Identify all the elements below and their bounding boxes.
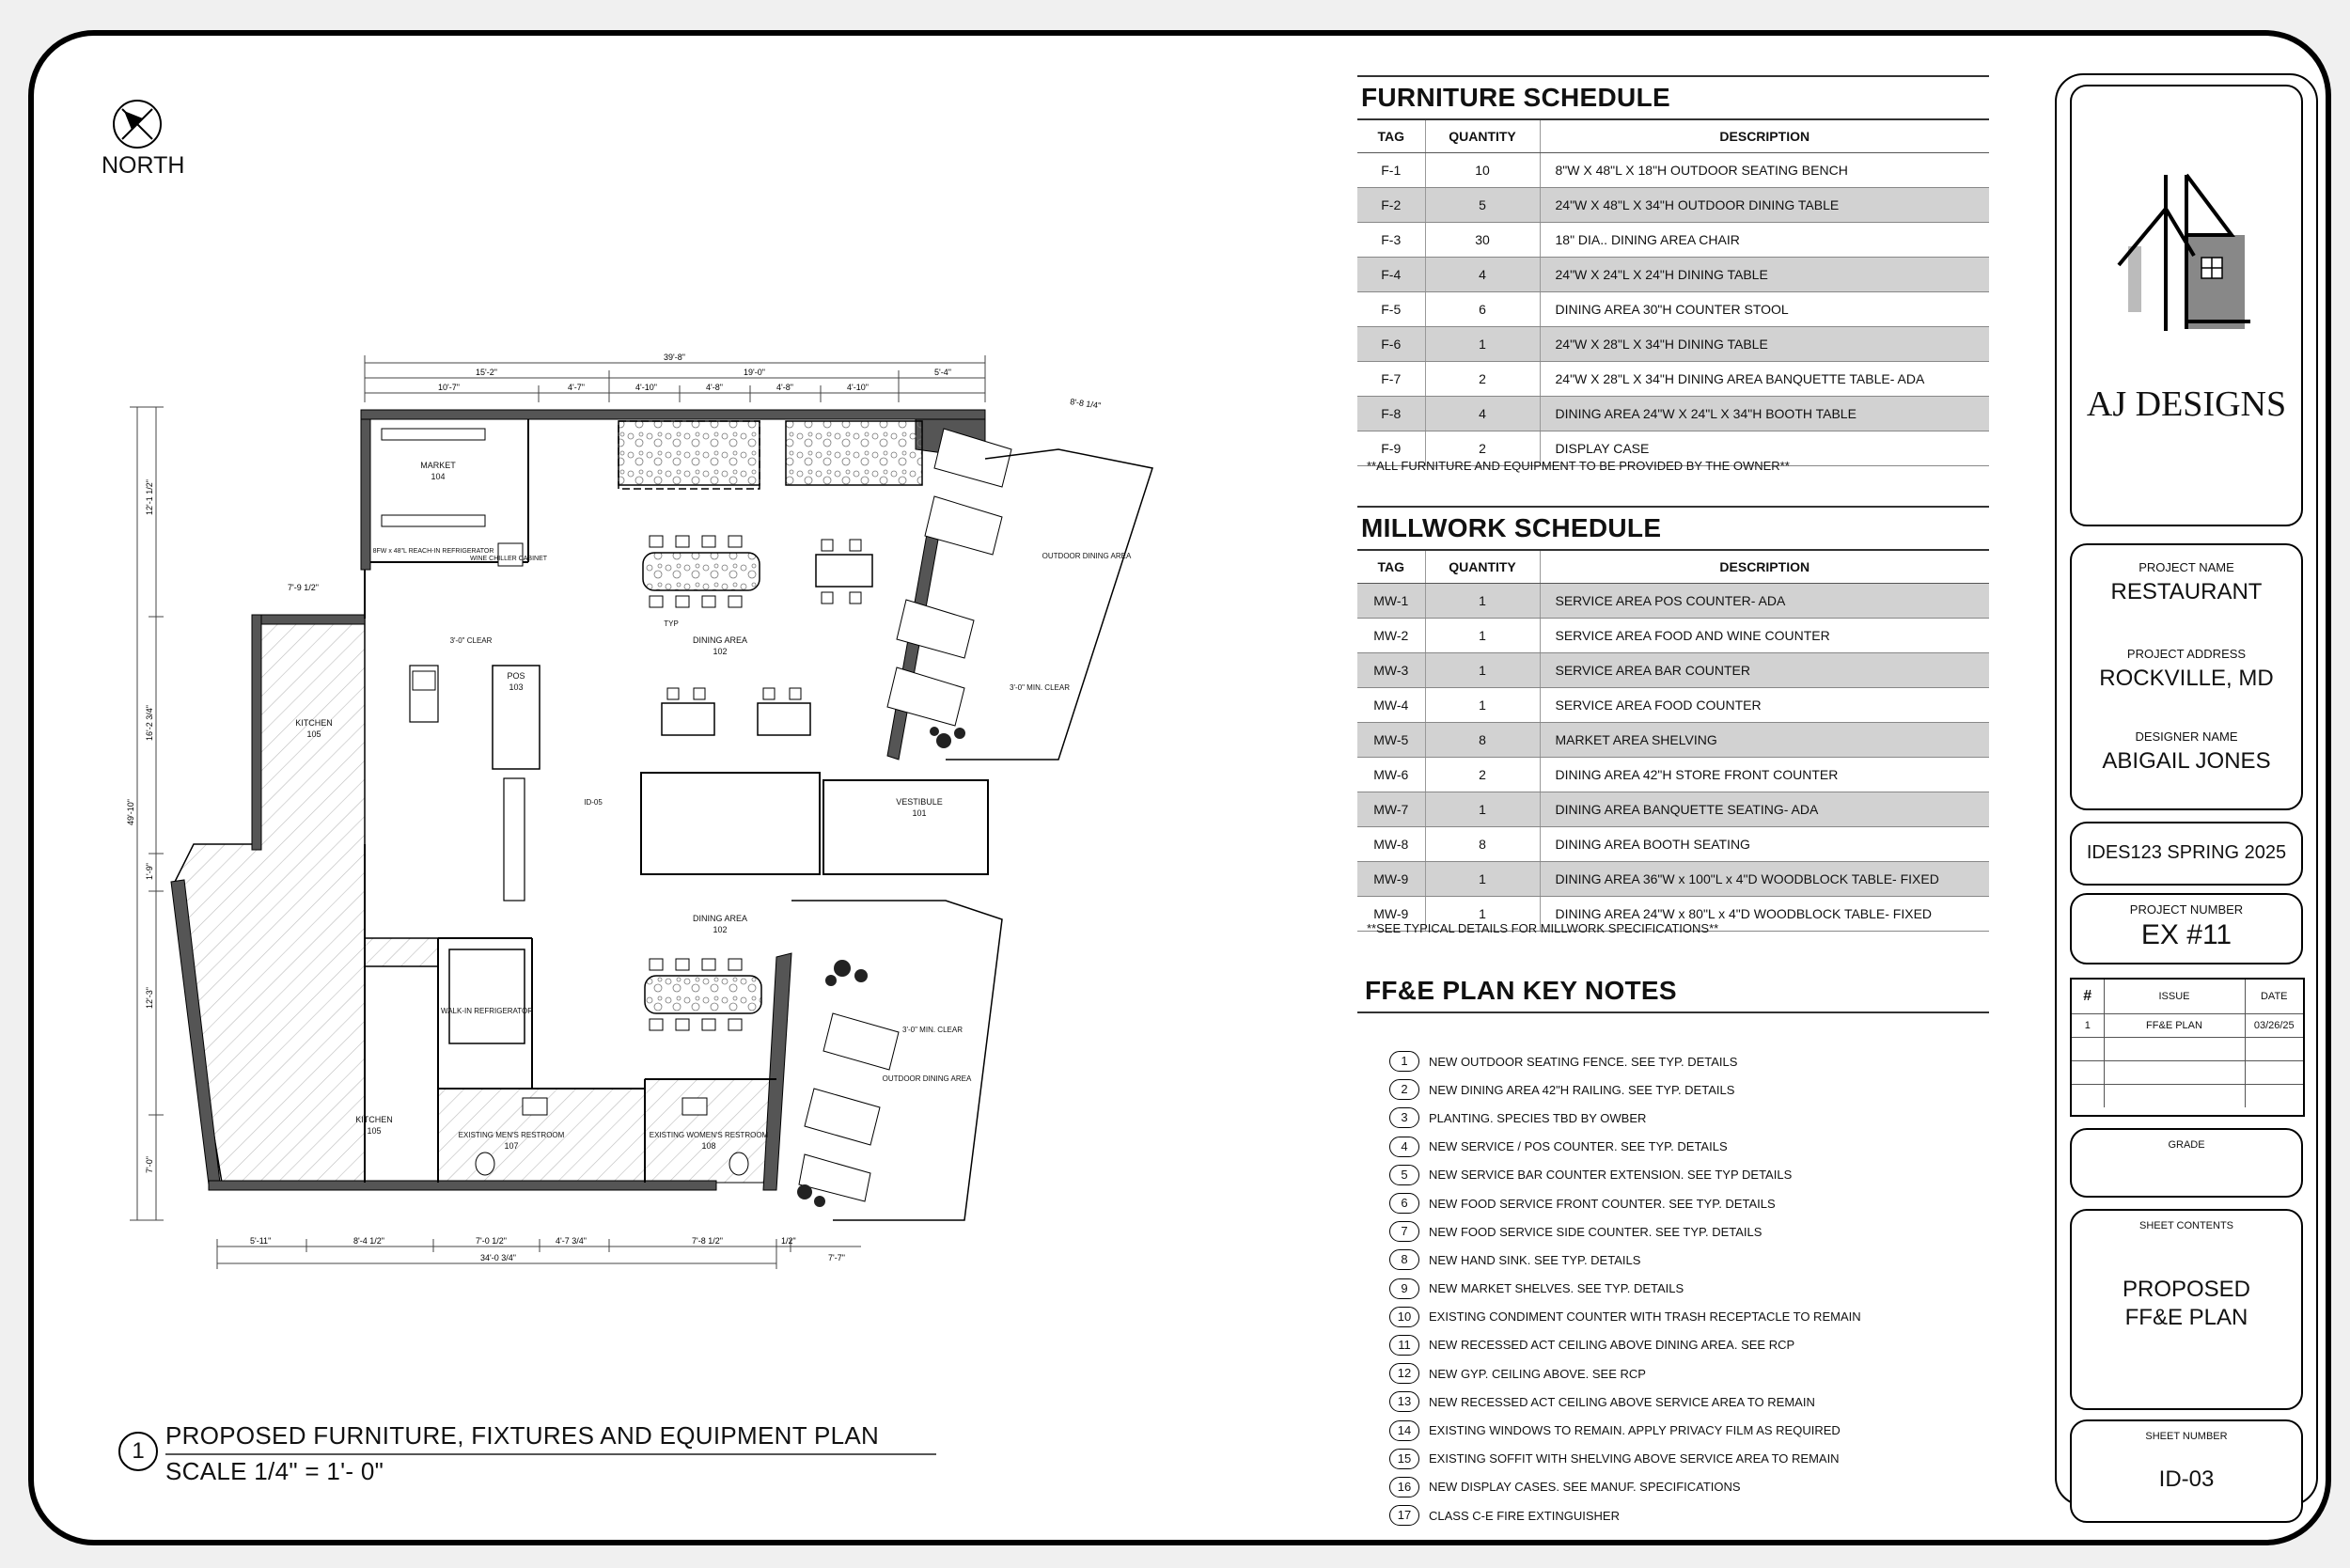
cell-description: DISPLAY CASE [1540, 431, 1989, 466]
key-note-number: 12 [1389, 1363, 1419, 1384]
dim-top-0: 39'-8" [664, 353, 685, 362]
list-item [1389, 1303, 1991, 1331]
cell-description: DINING AREA BANQUETTE SEATING- ADA [1540, 792, 1989, 827]
table-row [1357, 723, 1989, 758]
millwork-schedule-title: MILLWORK SCHEDULE [1361, 513, 1662, 542]
label-clear-b: 3'-0" MIN. CLEAR [1010, 683, 1070, 692]
millwork-schedule-top-rule [1357, 506, 1989, 508]
cell-tag: MW-3 [1357, 653, 1425, 688]
key-note-number: 17 [1389, 1505, 1419, 1526]
key-note-number: 13 [1389, 1391, 1419, 1412]
dim-top-9: 4'-10" [847, 383, 869, 392]
label-kitchen-b-no: 105 [367, 1126, 382, 1136]
cell-description: SERVICE AREA POS COUNTER- ADA [1540, 584, 1989, 619]
cell-description: SERVICE AREA BAR COUNTER [1540, 653, 1989, 688]
drawing-title-rule [165, 1453, 936, 1455]
list-item [1389, 1388, 1991, 1416]
label-dining-b-no: 102 [713, 925, 728, 934]
cell-quantity: 1 [1425, 792, 1540, 827]
project-info-panel [2070, 543, 2303, 810]
grade-panel [2070, 1128, 2303, 1198]
cell-description: DINING AREA 24"W x 80"L x 4"D WOODBLOCK TABLE- FIXED [1540, 897, 1989, 932]
millwork-schedule-header [1357, 551, 1989, 584]
key-note-text: NEW HAND SINK. SEE TYP. DETAILS [1429, 1252, 1641, 1267]
chairs [650, 536, 861, 1030]
key-note-number: 9 [1389, 1278, 1419, 1299]
cell-quantity: 1 [1425, 619, 1540, 653]
grade-label: GRADE [2168, 1139, 2205, 1151]
label-vestibule-no: 101 [912, 808, 927, 818]
dim-left-5: 49'-10" [126, 799, 135, 825]
issue-table-panel [2070, 978, 2305, 1117]
cell-quantity: 4 [1425, 258, 1540, 292]
cell-quantity: 1 [1425, 327, 1540, 362]
sheet-contents-label: SHEET CONTENTS [2138, 1220, 2234, 1231]
key-note-number: 11 [1389, 1335, 1419, 1356]
kitchen-area [175, 619, 438, 1183]
key-note-text: NEW SERVICE BAR COUNTER EXTENSION. SEE TYP DETAILS [1429, 1168, 1793, 1183]
dim-top-3: 5'-4" [934, 368, 951, 377]
dim-top-1: 15'-2" [476, 368, 497, 377]
cell-description: SERVICE AREA FOOD COUNTER [1540, 688, 1989, 723]
drawing-number: 1 [118, 1432, 158, 1471]
cell-description: DINING AREA 24"W X 24"L X 34"H BOOTH TABLE [1540, 397, 1989, 431]
furniture-schedule-header [1357, 120, 1989, 153]
sheet-number: ID-03 [2158, 1466, 2215, 1492]
key-note-number: 5 [1389, 1165, 1419, 1185]
key-note-number: 3 [1389, 1107, 1419, 1128]
dim-left-0: 12'-1 1/2" [145, 479, 154, 515]
course-label: IDES123 SPRING 2025 [2086, 842, 2287, 863]
furniture-schedule-title: FURNITURE SCHEDULE [1361, 83, 1670, 112]
key-note-text: NEW GYP. CEILING ABOVE. SEE RCP [1429, 1366, 1646, 1381]
table-row [1357, 327, 1989, 362]
dim-left-1: 16'-2 3/4" [145, 705, 154, 741]
cell-tag: MW-5 [1357, 723, 1425, 758]
key-note-number: 8 [1389, 1249, 1419, 1270]
key-note-number: 6 [1389, 1193, 1419, 1214]
table-row [2072, 1038, 2303, 1061]
list-item [1389, 1445, 1991, 1473]
cell-tag: F-8 [1357, 397, 1425, 431]
furniture-schedule-top-rule [1357, 75, 1989, 77]
table-row [1357, 653, 1989, 688]
key-note-text: NEW SERVICE / POS COUNTER. SEE TYP. DETAILS [1429, 1139, 1728, 1154]
vestibule-room [823, 780, 988, 874]
key-note-text: EXISTING WINDOWS TO REMAIN. APPLY PRIVACY FILM AS REQUIRED [1429, 1423, 1841, 1438]
furniture-header-tag: TAG [1357, 120, 1425, 153]
cell-quantity: 2 [1425, 362, 1540, 397]
cell-quantity: 5 [1425, 188, 1540, 223]
logo-text: AJ DESIGNS [2086, 384, 2287, 424]
key-note-number: 10 [1389, 1307, 1419, 1327]
key-note-text: NEW DISPLAY CASES. SEE MANUF. SPECIFICATIONS [1429, 1480, 1741, 1495]
cell-tag: F-2 [1357, 188, 1425, 223]
designer-name: ABIGAIL JONES [2102, 748, 2271, 774]
table-row [1357, 397, 1989, 431]
sheet-contents-line2: FF&E PLAN [2124, 1305, 2248, 1330]
issue-header-issue: ISSUE [2104, 980, 2245, 1014]
cell-description: 8"W X 48"L X 18"H OUTDOOR SEATING BENCH [1540, 153, 1989, 188]
label-dining-b: DINING AREA [692, 914, 748, 923]
key-note-text: NEW DINING AREA 42"H RAILING. SEE TYP. DETAILS [1429, 1082, 1735, 1097]
key-notes-list [1389, 1047, 1991, 1529]
dim-bottom-1: 8'-4 1/2" [353, 1236, 384, 1246]
walk-in-room [449, 949, 525, 1043]
issue-name: FF&E PLAN [2104, 1014, 2245, 1038]
cell-tag: MW-4 [1357, 688, 1425, 723]
table-row [1357, 619, 1989, 653]
designer-label: DESIGNER NAME [2135, 729, 2238, 744]
key-note-text: NEW RECESSED ACT CEILING ABOVE SERVICE AREA TO REMAIN [1429, 1394, 1815, 1409]
table-row [1357, 827, 1989, 862]
dim-bottom-7: 34'-0 3/4" [480, 1253, 516, 1262]
floor-plan [118, 318, 1246, 1295]
label-dining-a-no: 102 [713, 647, 728, 656]
key-note-number: 14 [1389, 1420, 1419, 1441]
project-address-label: PROJECT ADDRESS [2126, 647, 2247, 661]
dim-left-3: 12'-3" [145, 987, 154, 1009]
table-row [1357, 258, 1989, 292]
table-row [1357, 362, 1989, 397]
table-row [1357, 792, 1989, 827]
list-item [1389, 1416, 1991, 1444]
project-number-panel [2070, 893, 2303, 964]
label-kitchen-a: KITCHEN [295, 718, 333, 728]
cell-tag: MW-8 [1357, 827, 1425, 862]
cell-tag: F-7 [1357, 362, 1425, 397]
list-item [1389, 1161, 1991, 1189]
cell-tag: F-6 [1357, 327, 1425, 362]
drawing-sheet [28, 30, 2331, 1545]
drawing-title: PROPOSED FURNITURE, FIXTURES AND EQUIPMENT PLAN [165, 1421, 880, 1450]
project-name: RESTAURANT [2110, 579, 2263, 604]
furniture-header-description: DESCRIPTION [1540, 120, 1989, 153]
cell-tag: F-4 [1357, 258, 1425, 292]
cell-quantity: 30 [1425, 223, 1540, 258]
aj-designs-logo-icon [2100, 171, 2279, 336]
dim-bottom-2: 7'-0 1/2" [476, 1236, 507, 1246]
sheet-contents-line1: PROPOSED [2122, 1277, 2251, 1302]
table-row [1357, 153, 1989, 188]
issue-date: 03/26/25 [2245, 1014, 2303, 1038]
label-id05: ID-05 [584, 798, 603, 807]
cell-description: 24"W X 24"L X 24"H DINING TABLE [1540, 258, 1989, 292]
north-arrow-icon [111, 98, 164, 150]
list-item [1389, 1133, 1991, 1161]
label-market-no: 104 [431, 472, 446, 481]
cell-quantity: 1 [1425, 688, 1540, 723]
dim-top-7: 4'-8" [706, 383, 723, 392]
sheet-contents-panel [2070, 1209, 2303, 1410]
cell-tag: MW-6 [1357, 758, 1425, 792]
cell-quantity: 1 [1425, 862, 1540, 897]
label-mens-no: 107 [504, 1141, 519, 1151]
north-label: NORTH [102, 152, 185, 179]
cell-tag: F-5 [1357, 292, 1425, 327]
dim-top-10: 8'-8 1/4" [1069, 397, 1102, 411]
table-row [1357, 862, 1989, 897]
project-number: EX #11 [2140, 919, 2232, 950]
list-item [1389, 1189, 1991, 1217]
cell-description: DINING AREA 42"H STORE FRONT COUNTER [1540, 758, 1989, 792]
corridor-block [641, 773, 820, 874]
label-outdoor-b: OUTDOOR DINING AREA [882, 1074, 972, 1083]
list-item [1389, 1275, 1991, 1303]
label-walkin: WALK-IN REFRIGERATOR [440, 1007, 534, 1015]
label-market: MARKET [420, 461, 456, 470]
label-vestibule: VESTIBULE [896, 797, 943, 807]
key-note-text: CLASS C-E FIRE EXTINGUISHER [1429, 1508, 1620, 1523]
label-typ: TYP [664, 619, 679, 628]
key-note-number: 15 [1389, 1449, 1419, 1469]
dim-top-2: 19'-0" [744, 368, 765, 377]
drawing-scale: SCALE 1/4" = 1'- 0" [165, 1457, 384, 1485]
cell-tag: F-9 [1357, 431, 1425, 466]
key-notes-title: FF&E PLAN KEY NOTES [1365, 976, 1677, 1005]
furniture-schedule-note: **ALL FURNITURE AND EQUIPMENT TO BE PROVIDED BY THE OWNER** [1367, 459, 1790, 473]
key-note-number: 1 [1389, 1051, 1419, 1072]
cell-quantity: 6 [1425, 292, 1540, 327]
list-item [1389, 1075, 1991, 1104]
table-row [2072, 1014, 2303, 1038]
table-row [1357, 584, 1989, 619]
label-pos-no: 103 [509, 682, 524, 692]
dim-bottom-4: 7'-8 1/2" [692, 1236, 723, 1246]
list-item [1389, 1047, 1991, 1075]
project-name-label: PROJECT NAME [2138, 560, 2234, 574]
cell-description: DINING AREA 30"H COUNTER STOOL [1540, 292, 1989, 327]
label-dining-a: DINING AREA [692, 635, 748, 645]
booth-tables [619, 421, 922, 489]
cell-tag: MW-1 [1357, 584, 1425, 619]
list-item [1389, 1501, 1991, 1529]
list-item [1389, 1104, 1991, 1132]
cell-quantity: 4 [1425, 397, 1540, 431]
dim-bottom-5: 1/2" [781, 1236, 796, 1246]
cell-quantity: 2 [1425, 431, 1540, 466]
cell-tag: MW-9 [1357, 862, 1425, 897]
issue-table [2072, 980, 2303, 1107]
cell-quantity: 8 [1425, 723, 1540, 758]
label-reach-in: 8FW x 48"L REACH-IN REFRIGERATOR [372, 548, 494, 555]
cell-quantity: 1 [1425, 653, 1540, 688]
table-row [1357, 688, 1989, 723]
cell-tag: F-3 [1357, 223, 1425, 258]
furniture-header-quantity: QUANTITY [1425, 120, 1540, 153]
cell-quantity: 8 [1425, 827, 1540, 862]
project-address: ROCKVILLE, MD [2099, 666, 2274, 691]
list-item [1389, 1473, 1991, 1501]
issue-header-row [2072, 980, 2303, 1014]
key-note-number: 4 [1389, 1137, 1419, 1157]
cell-description: MARKET AREA SHELVING [1540, 723, 1989, 758]
cell-tag: F-1 [1357, 153, 1425, 188]
label-womens: EXISTING WOMEN'S RESTROOM [649, 1131, 769, 1139]
cell-description: DINING AREA BOOTH SEATING [1540, 827, 1989, 862]
table-row [1357, 223, 1989, 258]
market-shelving [382, 429, 523, 566]
cell-description: 24"W X 48"L X 34"H OUTDOOR DINING TABLE [1540, 188, 1989, 223]
side-counter [504, 778, 525, 901]
key-note-text: EXISTING CONDIMENT COUNTER WITH TRASH RECEPTACLE TO REMAIN [1429, 1309, 1861, 1325]
list-item [1389, 1217, 1991, 1246]
dim-top-6: 4'-10" [635, 383, 657, 392]
table-row [1357, 292, 1989, 327]
cell-description: SERVICE AREA FOOD AND WINE COUNTER [1540, 619, 1989, 653]
key-note-number: 16 [1389, 1477, 1419, 1497]
list-item [1389, 1331, 1991, 1359]
pos-counter [493, 666, 540, 769]
course-panel [2070, 822, 2303, 886]
label-outdoor-a: OUTDOOR DINING AREA [1042, 552, 1132, 560]
dim-left-6: 7'-9 1/2" [288, 583, 319, 592]
key-note-text: NEW RECESSED ACT CEILING ABOVE DINING AREA. SEE RCP [1429, 1338, 1795, 1353]
label-kitchen-a-no: 105 [306, 729, 321, 739]
dim-top-4: 10'-7" [438, 383, 460, 392]
key-note-text: NEW OUTDOOR SEATING FENCE. SEE TYP. DETAILS [1429, 1054, 1738, 1069]
millwork-header-description: DESCRIPTION [1540, 551, 1989, 584]
label-womens-no: 108 [701, 1141, 716, 1151]
label-wine: WINE CHILLER CABINET [469, 556, 548, 562]
millwork-header-quantity: QUANTITY [1425, 551, 1540, 584]
label-pos: POS [507, 671, 525, 681]
key-note-number: 7 [1389, 1221, 1419, 1242]
dim-top-8: 4'-8" [776, 383, 793, 392]
furniture-schedule-table [1357, 120, 1989, 466]
sheet-number-label: SHEET NUMBER [2145, 1431, 2228, 1442]
label-kitchen-b: KITCHEN [355, 1115, 393, 1124]
dim-bottom-0: 5'-11" [250, 1236, 272, 1246]
sheet-number-panel [2070, 1419, 2303, 1523]
cell-tag: MW-9 [1357, 897, 1425, 932]
key-note-number: 2 [1389, 1079, 1419, 1100]
cell-description: 24"W X 28"L X 34"H DINING AREA BANQUETTE TABLE- ADA [1540, 362, 1989, 397]
key-note-text: NEW FOOD SERVICE SIDE COUNTER. SEE TYP. DETAILS [1429, 1224, 1762, 1239]
dimensions-bottom [217, 1239, 861, 1269]
dim-left-4: 7'-0" [145, 1156, 154, 1173]
dim-top-5: 4'-7" [568, 383, 585, 392]
dim-bottom-3: 4'-7 3/4" [556, 1236, 587, 1246]
cell-quantity: 1 [1425, 584, 1540, 619]
issue-number: 1 [2072, 1014, 2104, 1038]
list-item [1389, 1246, 1991, 1274]
dim-left-2: 1'-9" [145, 863, 154, 880]
list-item [1389, 1359, 1991, 1388]
project-number-label: PROJECT NUMBER [2129, 902, 2244, 917]
key-note-text: PLANTING. SPECIES TBD BY OWBER [1429, 1110, 1647, 1125]
issue-header-date: DATE [2245, 980, 2303, 1014]
table-row [2072, 1061, 2303, 1085]
dimensions-top [365, 355, 985, 402]
cell-quantity: 2 [1425, 758, 1540, 792]
logo-panel [2070, 85, 2303, 526]
interior-walls [365, 419, 776, 1183]
cell-tag: MW-7 [1357, 792, 1425, 827]
cell-tag: MW-2 [1357, 619, 1425, 653]
table-row [2072, 1085, 2303, 1108]
key-note-text: EXISTING SOFFIT WITH SHELVING ABOVE SERVICE AREA TO REMAIN [1429, 1451, 1840, 1466]
cell-quantity: 10 [1425, 153, 1540, 188]
label-clear-c: 3'-0" MIN. CLEAR [902, 1026, 963, 1034]
cell-quantity: 1 [1425, 897, 1540, 932]
key-note-text: NEW MARKET SHELVES. SEE TYP. DETAILS [1429, 1281, 1684, 1296]
table-row [1357, 188, 1989, 223]
label-clear-a: 3'-0" CLEAR [449, 636, 493, 645]
cell-description: DINING AREA 36"W x 100"L x 4"D WOODBLOCK TABLE- FIXED [1540, 862, 1989, 897]
issue-header-number: # [2072, 980, 2104, 1014]
cell-description: 18" DIA.. DINING AREA CHAIR [1540, 223, 1989, 258]
millwork-header-tag: TAG [1357, 551, 1425, 584]
millwork-schedule-table [1357, 551, 1989, 932]
key-notes-title-rule [1357, 1011, 1989, 1013]
millwork-schedule-note: **SEE TYPICAL DETAILS FOR MILLWORK SPECIFICATIONS** [1367, 921, 1719, 935]
table-row [1357, 758, 1989, 792]
label-mens: EXISTING MEN'S RESTROOM [458, 1131, 565, 1139]
dim-bottom-6: 7'-7" [828, 1253, 845, 1262]
cell-description: 24"W X 28"L X 34"H DINING TABLE [1540, 327, 1989, 362]
key-note-text: NEW FOOD SERVICE FRONT COUNTER. SEE TYP. DETAILS [1429, 1196, 1776, 1211]
